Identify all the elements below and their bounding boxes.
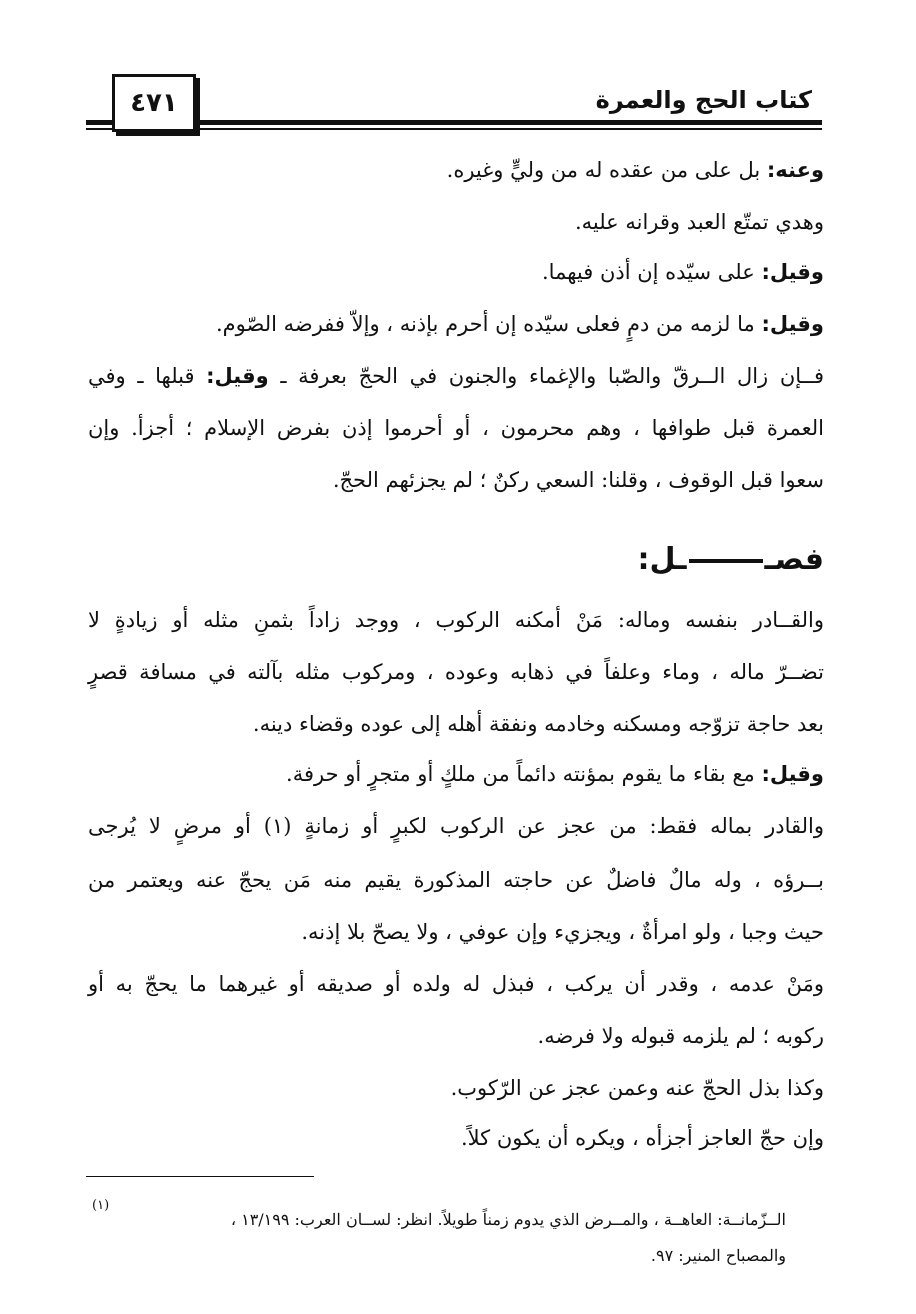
lead-word: وقيل: [206,364,269,388]
line-text: وهدي تمتّع العبد وقرانه عليه. [574,210,824,234]
text-line [88,974,824,995]
text-line [88,418,824,439]
heading-kashida [689,559,763,563]
line-text: ما لزمه من دمٍ فعلى سيّده إن أحرم بإذنه ، وإلاّ ففرضه الصّوم. [215,312,762,336]
footnote-marker: (١) [92,1198,110,1213]
text-line [88,262,824,283]
text-line [88,1128,824,1149]
line-text: وكذا بذل الحجّ عنه وعمن عجز عن الرّكوب. [450,1076,824,1100]
footnote-line: الــزّمانــة: العاهــة ، والمــرض الذي يدوم زمناً طويلاً. انظر: لســان العرب: ١٣/١٩٩ ، [230,1210,786,1229]
footnote-rule [86,1176,314,1177]
header-rule-thin [86,128,822,130]
lead-word: وعنه: [766,158,824,182]
line-text: والقادر بماله فقط: من عجز عن الركوب لكبرٍ أو زمانةٍ (١) أو مرضٍ لا يُرجى [88,814,824,838]
text-line [88,314,824,335]
line-text: وإن حجّ العاجز أجزأه ، ويكره أن يكون كلاً. [460,1126,824,1150]
text-line [88,816,824,837]
text-line [88,764,824,785]
line-text: على سيّده إن أذن فيهما. [542,260,762,284]
page-number: ٤٧١ [112,74,196,132]
line-text: قبلها ـ وفي [88,364,207,388]
line-text: بعد حاجة تزوّجه ومسكنه وخادمه ونفقة أهله إلى عوده وقضاء دينه. [252,712,824,736]
text-line [88,714,824,735]
running-header-title: كتاب الحج والعمرة [588,86,820,114]
line-text: بــرؤه ، وله مالٌ فاضلٌ عن حاجته المذكورة يقيم منه مَن يحجّ عنه ويعتمر من [88,868,824,892]
text-line [88,610,824,631]
text-line [88,662,824,683]
line-text: ركوبه ؛ لم يلزمه قبوله ولا فرضه. [537,1024,824,1048]
section-heading: فصــل: [637,542,824,577]
text-line [88,870,824,891]
text-line [88,160,824,181]
text-line [88,366,824,387]
line-text: فــإن زال الــرقّ والصّبا والإغماء والجنون في الحجّ بعرفة ـ [268,364,824,388]
footnote-line: والمصباح المنير: ٩٧. [650,1246,786,1265]
header-rule-thick [86,120,822,125]
text-line [88,1026,824,1047]
line-text: حيث وجبا ، ولو امرأةٌ ، ويجزيء وإن عوفي ، ولا يصحّ بلا إذنه. [301,920,824,944]
line-text: العمرة قبل طوافها ، وهم محرمون ، أو أحرموا إذن بفرض الإسلام ؛ أجزأ. وإن [88,416,824,440]
text-line [88,1078,824,1099]
line-text: ومَنْ عدمه ، وقدر أن يركب ، فبذل له ولده أو صديقه أو غيرهما ما يحجّ به أو [88,972,824,996]
lead-word: وقيل: [761,260,824,284]
lead-word: وقيل: [761,762,824,786]
line-text: والقــادر بنفسه وماله: مَنْ أمكنه الركوب ، ووجد زاداً بثمنِ مثله أو زيادةٍ لا [88,608,824,632]
line-text: تضــرّ ماله ، وماء وعلفاً في ذهابه وعوده ، ومركوب مثله بآلته في مسافة قصرٍ [88,660,824,684]
text-line [88,470,824,491]
text-line [88,922,824,943]
lead-word: وقيل: [761,312,824,336]
line-text: سعوا قبل الوقوف ، وقلنا: السعي ركنٌ ؛ لم يجزئهم الحجّ. [332,468,824,492]
text-line [88,212,824,233]
line-text: مع بقاء ما يقوم بمؤنته دائماً من ملكٍ أو متجرٍ أو حرفة. [286,762,762,786]
line-text: بل على من عقده له من وليٍّ وغيره. [446,158,767,182]
